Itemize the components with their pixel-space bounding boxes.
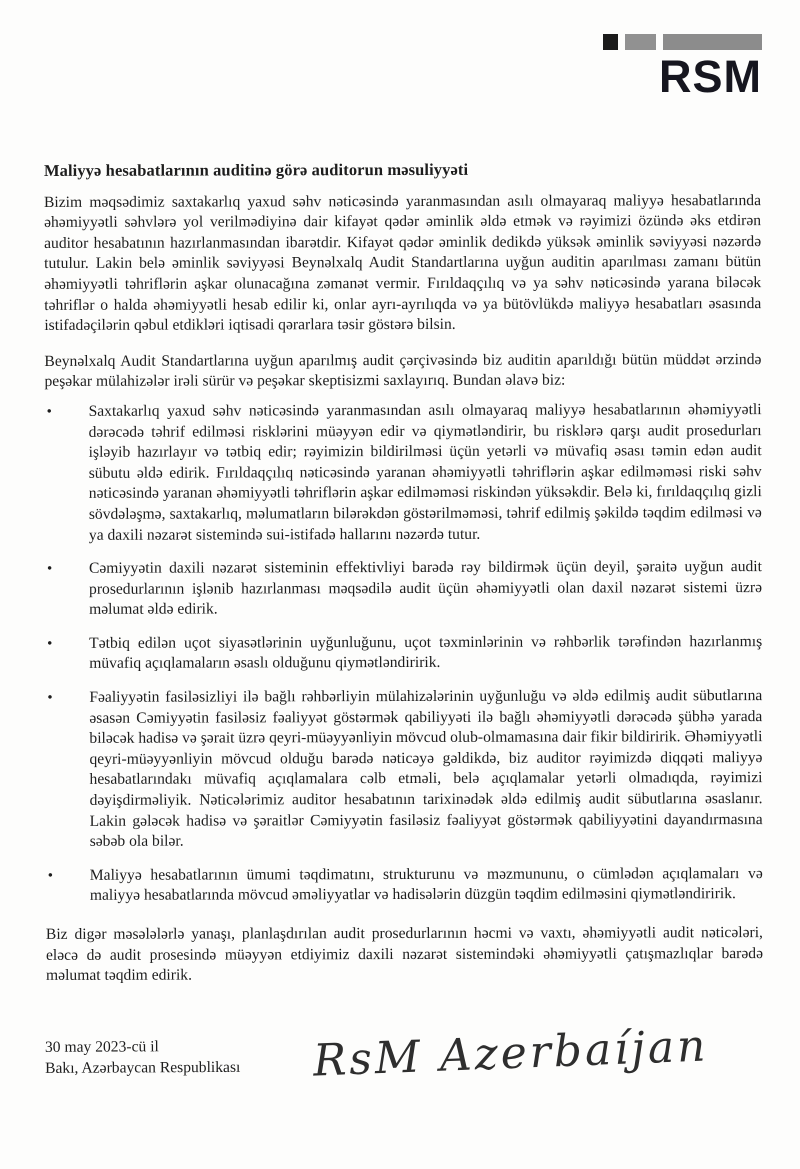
bullet-icon: • bbox=[47, 635, 53, 652]
place-line: Bakı, Azərbaycan Respublikası bbox=[45, 1058, 241, 1077]
bullet-icon: • bbox=[46, 403, 52, 420]
paragraph-audit-framework: Beynəlxalq Audit Standartlarına uyğun aparılmış audit çərçivəsində biz auditin aparıldığı bütün müddət ərzində peşəkar mülahizələr irəli sürür və peşəkar skeptisizmi saxlayırıq. Bundan əlavə biz: bbox=[44, 350, 762, 391]
paragraph-auditor-objective: Bizim məqsədimiz saxtakarlıq yaxud səhv nəticəsində yaranmasından asılı olmayaraq maliyyə hesabatlarında əhəmiyyətli səhvlərə yol verilmədiyinə dair kifayət qədər əminlik əldə etmək və rəyimizi özündə əks etdirən auditor hesabatının hazırlanmasından ibarətdir. Kifayət qədər əminlik dedikdə yüksək əminlik səviyyəsi nəzərdə tutulur. Lakin belə əminlik səviyyəsi Beynəlxalq Audit Standartlarına uyğun auditin aparılması zamanı bütün əhəmiyyətli təhriflərin aşkar olunacağına zəmanət vermir. Fırıldaqçılıq və ya səhv nəticəsində yarana biləcək təhriflər o halda əhəmiyyətli hesab edilir ki, onlar ayrı-ayrılıqda və ya bütövlükdə maliyyə hesabatları əsasında istifadəçilərin qəbul etdikləri iqtisadi qərarlara təsir göstərə bilsin. bbox=[43, 191, 762, 335]
logo-bar-long-icon bbox=[663, 34, 762, 50]
list-item-text: Tətbiq edilən uçot siyasətlərinin uyğunluğunu, uçot təxminlərinin və rəhbərlik tərəfindən hazırlanmış müvafiq açıqlamaların əsaslı olduğunu qiymətləndiririk. bbox=[89, 632, 763, 673]
list-item-text: Fəaliyyətin fasiləsizliyi ilə bağlı rəhbərliyin mülahizələrinin uyğunluğu və əldə edilmiş audit sübutlarına əsasən Cəmiyyətin fasiləsiz fəaliyyət göstərmək qabiliyyəti ilə bağlı əhəmiyyətli dərəcədə şübhə yarada biləcək hadisə və şərait üzrə qeyri-müəyyənliyin mövcud olub-olmamasına dair fikir bildiririk. Əhəmiyyətli qeyri-müəyyənliyin mövcud olduğu barədə nəticəyə gəldikdə, biz auditor rəyimizdə diqqəti maliyyə hesabatlarındakı müvafiq açıqlamalara cəlb etməli, belə açıqlamalar yetərli olmadıqda, rəyimizi dəyişdirməliyik. Nəticələrimiz auditor hesabatının tarixinədək əldə edilmiş audit sübutlarına əsaslanır. Lakin gələcək hadisə və şəraitlər Cəmiyyətin fasiləsiz fəaliyyət göstərmək qabiliyyətini dayandırmasına səbəb ola bilər. bbox=[89, 687, 763, 851]
list-item-accounting-policies bbox=[45, 632, 762, 675]
list-item-risk-assessment bbox=[45, 400, 762, 546]
document-title: Maliyyə hesabatlarının auditinə görə auditorun məsuliyyəti bbox=[43, 159, 469, 180]
document-footer bbox=[44, 1020, 762, 1087]
bullet-icon: • bbox=[46, 561, 53, 578]
rsm-logo-text: RSM bbox=[659, 51, 762, 102]
list-item-text: Maliyyə hesabatlarının ümumi təqdimatını, strukturunu və məzmununu, o cümlədən açıqlamaları və maliyyə hesabatlarında mövcud əməliyyatlar və hadisələrin düzgün təqdim edilməsini qiymətləndiririk. bbox=[89, 864, 763, 905]
list-item-going-concern bbox=[45, 686, 762, 853]
signature-handwriting: RsM Azerbaíjan bbox=[312, 1020, 710, 1087]
bullet-icon: • bbox=[47, 689, 53, 706]
list-item-internal-control bbox=[45, 557, 762, 621]
list-item-presentation bbox=[46, 864, 763, 907]
paragraph-communication: Biz digər məsələlərlə yanaşı, planlaşdırılan audit prosedurlarının həcmi və vaxtı, əhəmiyyətli audit nəticələri, eləcə də audit prosesində müəyyən etdiyimiz daxili nəzarət sistemindəki əhəmiyyətli çatışmazlıqlar barədə məlumat təqdim edirik. bbox=[45, 924, 763, 985]
logo-bar-medium-icon bbox=[625, 34, 656, 50]
responsibilities-list bbox=[45, 400, 763, 907]
rsm-logo-bars bbox=[592, 34, 762, 50]
list-item-text: Saxtakarlıq yaxud səhv nəticəsində yaranmasından asılı olmayaraq maliyyə hesabatlarının əhəmiyyətli dərəcədə təhrif edilməsi risklərini müəyyən edir və qiymətləndirir, bu risklərə qarşı audit prosedurları işləyib hazırlayır və tətbiq edir; rəyimizin bildirilməsi üçün yetərli və müvafiq əsası təmin edən audit sübutu əldə edirik. Fırıldaqçılıq nəticəsində yaranan əhəmiyyətli təhriflərin aşkar edilməməsi riski səhv nəticəsində yaranan əhəmiyyətli təhriflərin aşkar edilməməsi riskindən yüksəkdir. Belə ki, fırıldaqçılıq gizli sövdələşmə, saxtakarlıq, məlumatların bilərəkdən göstərilməməsi, təhrif edilmiş şəkildə təqdim edilməsi və ya daxili nəzarət sistemində sui-istifadə hallarını nəzərdə tutur. bbox=[88, 400, 762, 544]
date-line: 30 may 2023-cü il bbox=[44, 1038, 159, 1056]
bullet-icon: • bbox=[47, 867, 54, 884]
logo-bar-small-icon bbox=[603, 34, 618, 50]
document-body bbox=[44, 159, 763, 1002]
list-item-text: Cəmiyyətin daxili nəzarət sisteminin effektivliyi barədə rəy bildirmək üçün deyil, şəraitə uyğun audit prosedurlarının işlənib hazırlanması məqsədilə audit üçün əhəmiyyətli olan daxil nəzarət sistemi üzrə məlumat əldə edirik. bbox=[88, 558, 763, 619]
rsm-logo bbox=[592, 34, 762, 102]
